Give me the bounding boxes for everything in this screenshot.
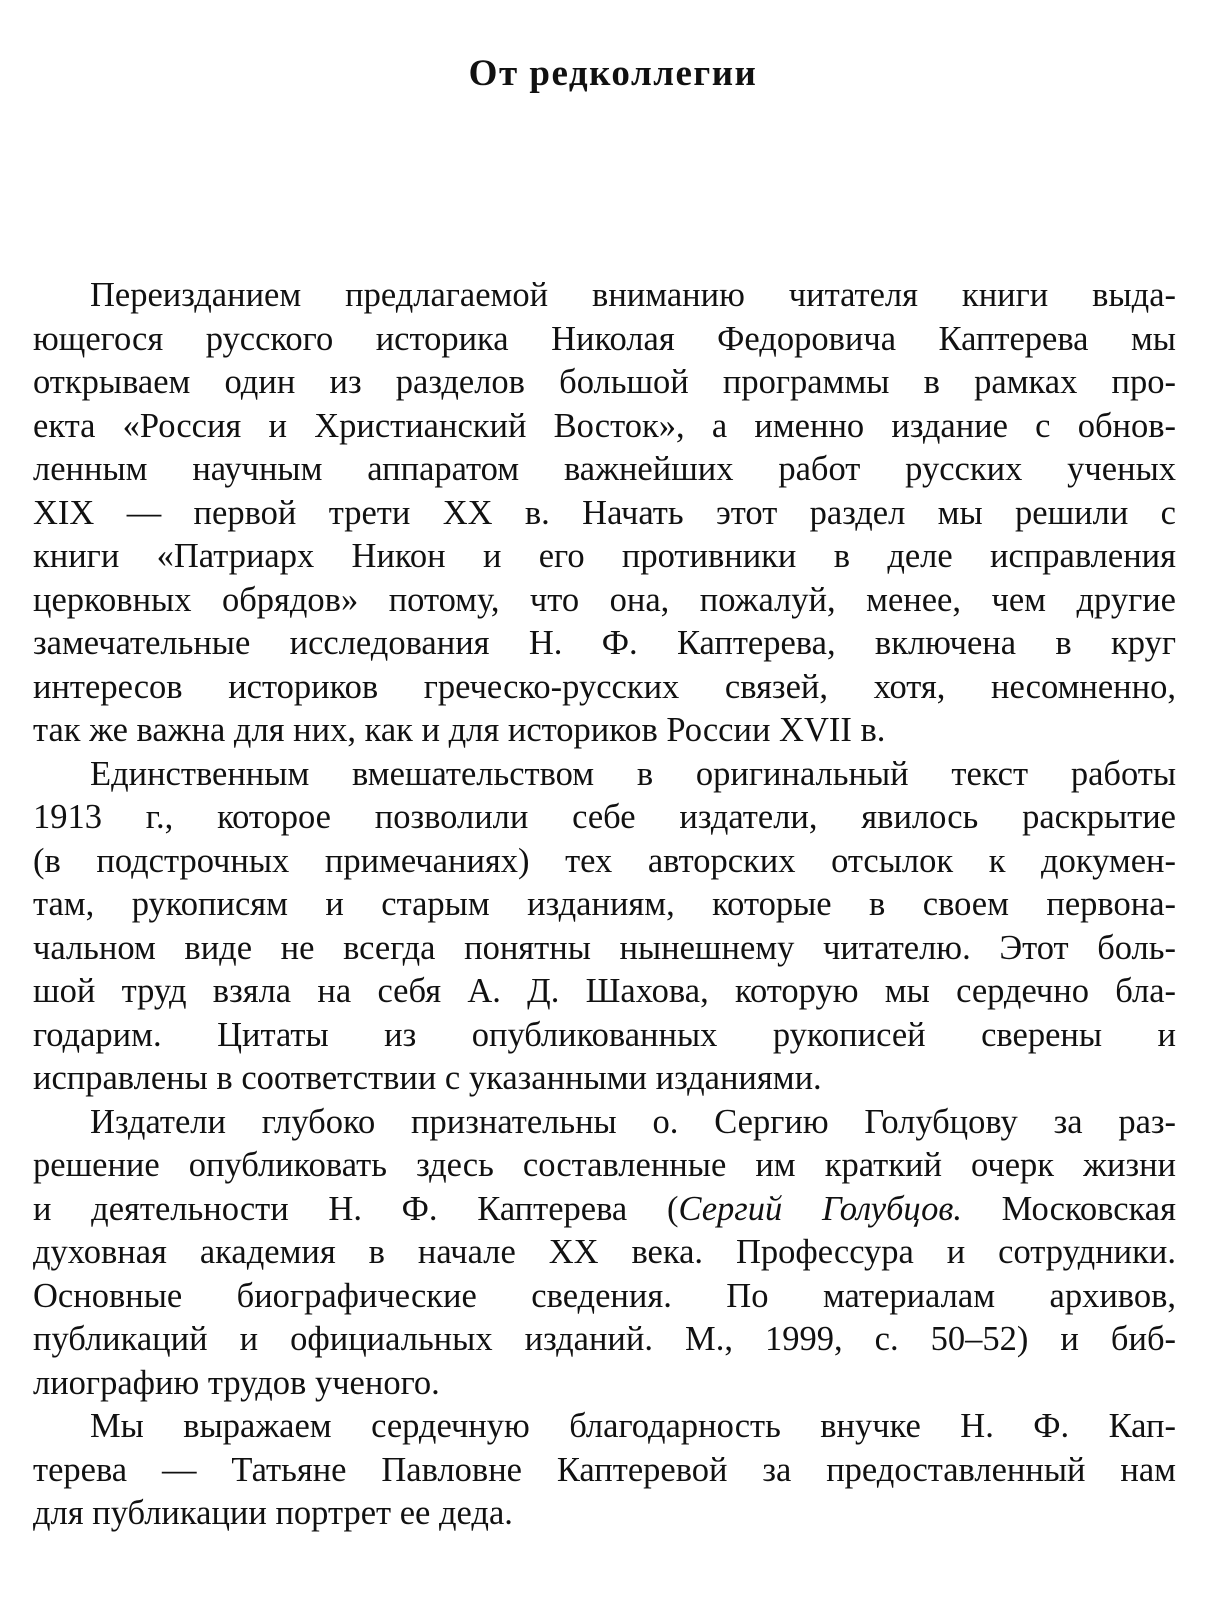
- text-line: книги «Патриарх Никон и его противники в деле исправления: [33, 537, 1176, 575]
- text-segment: и деятельности Н. Ф. Каптерева (: [33, 1189, 679, 1228]
- text-line: там, рукописям и старым изданиям, которые в своем первона-: [33, 885, 1176, 923]
- text-line: Переизданием предлагаемой вниманию читателя книги выда-: [90, 276, 1176, 314]
- text-line: Основные биографические сведения. По материалам архивов,: [33, 1276, 1176, 1315]
- text-line: (в подстрочных примечаниях) тех авторских отсылок к докумен-: [33, 841, 1176, 880]
- text-line: церковных обрядов» потому, что она, пожалуй, менее, чем другие: [33, 580, 1176, 619]
- text-line: ющегося русского историка Николая Федоровича Каптерева мы: [33, 319, 1176, 358]
- text-line: ленным научным аппаратом важнейших работ русских ученых: [33, 450, 1176, 488]
- text-line: 1913 г., которое позволили себе издатели, явилось раскрытие: [33, 798, 1176, 836]
- text-line: Издатели глубоко признательны о. Сергию Голубцову за раз-: [90, 1102, 1176, 1141]
- text-line: Единственным вмешательством в оригинальный текст работы: [90, 754, 1176, 793]
- text-line: годарим. Цитаты из опубликованных рукописей сверены и: [33, 1015, 1176, 1054]
- body-text: [33, 274, 1176, 1536]
- text-line: решение опубликовать здесь составленные им краткий очерк жизни: [33, 1146, 1176, 1184]
- text-line: Мы выражаем сердечную благодарность внучке Н. Ф. Кап-: [90, 1407, 1176, 1445]
- text-line: так же важна для них, как и для историков России XVII в.: [33, 711, 886, 749]
- text-line: лиографию трудов ученого.: [33, 1363, 440, 1402]
- text-line: для публикации портрет ее деда.: [33, 1494, 513, 1532]
- text-line: духовная академия в начале XX века. Профессура и сотрудники.: [33, 1233, 1176, 1271]
- text-line: екта «Россия и Христианский Восток», а именно издание с обнов-: [33, 406, 1176, 445]
- text-line-mixed: [33, 1188, 1176, 1232]
- text-line: публикаций и официальных изданий. М., 1999, с. 50–52) и биб-: [33, 1320, 1176, 1358]
- text-segment: Московская: [961, 1189, 1176, 1228]
- text-line: открываем один из разделов большой программы в рамках про-: [33, 363, 1176, 401]
- text-line: исправлены в соответствии с указанными изданиями.: [33, 1059, 822, 1097]
- text-line: XIX — первой трети XX в. Начать этот раздел мы решили с: [33, 493, 1176, 532]
- text-line: замечательные исследования Н. Ф. Каптерева, включена в круг: [33, 624, 1176, 662]
- text-line: чальном виде не всегда понятны нынешнему читателю. Этот боль-: [33, 928, 1176, 967]
- page-title: От редколлегии: [468, 53, 758, 94]
- text-line: терева — Татьяне Павловне Каптеревой за предоставленный нам: [33, 1450, 1176, 1489]
- text-line: шой труд взяла на себя А. Д. Шахова, которую мы сердечно бла-: [33, 972, 1176, 1010]
- italic-author-name: Сергий Голубцов.: [678, 1189, 962, 1228]
- text-line: интересов историков греческо-русских связей, хотя, несомненно,: [33, 667, 1176, 706]
